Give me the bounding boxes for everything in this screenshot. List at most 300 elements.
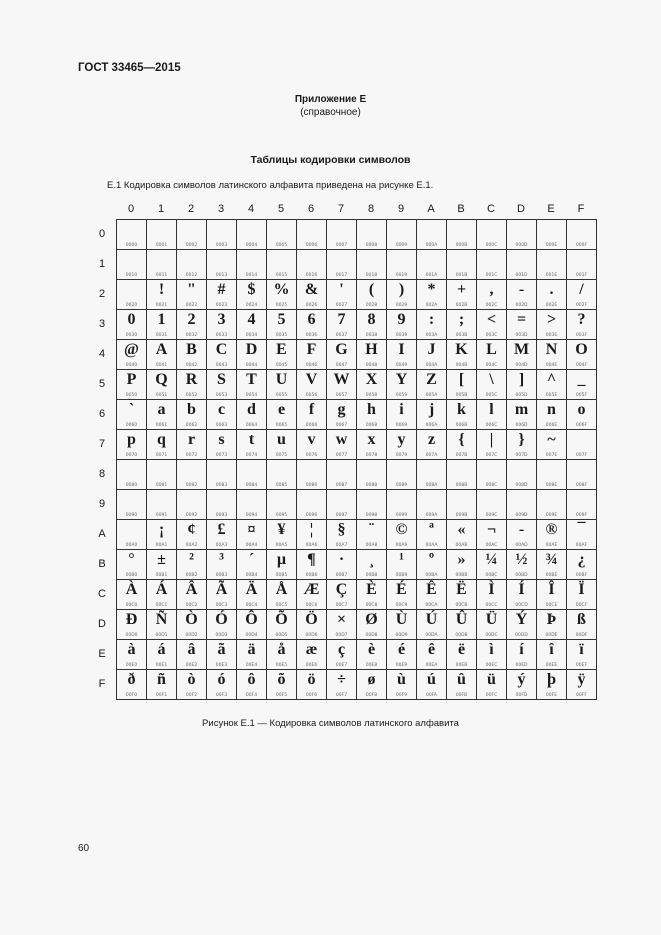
table-cell [267, 430, 297, 460]
table-cell [507, 220, 537, 250]
row-header: E [98, 648, 106, 660]
table-cell [207, 460, 237, 490]
table-cell [207, 610, 237, 640]
table-cell [327, 400, 357, 430]
table-cell [357, 220, 387, 250]
column-header: 5 [277, 203, 285, 215]
glyph: Î [548, 581, 555, 598]
glyph: ? [577, 311, 586, 328]
column-header: 8 [367, 203, 375, 215]
table-cell [447, 220, 477, 250]
glyph: s [218, 431, 225, 448]
code-label: 00E6 [305, 663, 318, 668]
table-cell [567, 280, 597, 310]
code-label: 000F [575, 243, 588, 248]
table-cell [117, 670, 147, 700]
code-label: 007C [485, 453, 498, 458]
glyph: U [275, 371, 288, 388]
table-cell [237, 220, 267, 250]
code-label: 002D [515, 303, 528, 308]
row-header: 1 [98, 258, 106, 270]
code-label: 00A5 [275, 543, 288, 548]
column-header: 2 [187, 203, 195, 215]
glyph: 6 [307, 311, 316, 328]
table-cell [207, 580, 237, 610]
glyph: Ù [395, 611, 408, 628]
code-label: 00B4 [245, 573, 258, 578]
table-cell [537, 610, 567, 640]
table-cell [447, 520, 477, 550]
code-label: 00DF [575, 633, 588, 638]
table-cell [147, 610, 177, 640]
table-cell [207, 340, 237, 370]
glyph: " [187, 281, 196, 298]
code-label: 00E5 [275, 663, 288, 668]
glyph: ñ [157, 671, 166, 688]
glyph: u [277, 431, 286, 448]
code-label: 0048 [365, 363, 378, 368]
code-label: 00FB [455, 693, 468, 698]
code-label: 00A4 [245, 543, 258, 548]
glyph: õ [277, 671, 286, 688]
column-header: A [427, 203, 435, 215]
glyph: Q [155, 371, 168, 388]
glyph: ] [518, 371, 525, 388]
glyph: ¨ [368, 521, 375, 538]
code-label: 0040 [125, 363, 138, 368]
code-label: 00BB [455, 573, 468, 578]
page-number: 60 [78, 843, 90, 854]
table-cell [267, 670, 297, 700]
table-cell [297, 370, 327, 400]
code-label: 00A7 [335, 543, 348, 548]
table-cell [447, 400, 477, 430]
code-label: 00AC [485, 543, 498, 548]
code-label: 0094 [245, 513, 258, 518]
glyph: 8 [367, 311, 376, 328]
glyph: & [304, 281, 319, 298]
code-label: 0003 [215, 243, 228, 248]
table-cell [177, 670, 207, 700]
table-row [117, 220, 597, 250]
code-label: 0080 [125, 483, 138, 488]
glyph: F [306, 341, 317, 358]
table-cell [237, 430, 267, 460]
glyph: ^ [546, 371, 557, 388]
code-label: 0018 [365, 273, 378, 278]
table-cell [567, 370, 597, 400]
code-label: 00B9 [395, 573, 408, 578]
table-cell [117, 250, 147, 280]
code-label: 0091 [155, 513, 168, 518]
code-label: 00E8 [365, 663, 378, 668]
table-cell [267, 370, 297, 400]
code-label: 00C5 [275, 603, 288, 608]
code-label: 0008 [365, 243, 378, 248]
code-label: 00E0 [125, 663, 138, 668]
code-label: 0083 [215, 483, 228, 488]
table-cell [177, 340, 207, 370]
code-label: 0081 [155, 483, 168, 488]
glyph: H [365, 341, 378, 358]
code-label: 00D3 [215, 633, 228, 638]
table-cell [507, 250, 537, 280]
code-label: 009F [575, 513, 588, 518]
code-label: 009B [455, 513, 468, 518]
table-cell [147, 310, 177, 340]
glyph: º [428, 551, 435, 568]
code-label: 0042 [185, 363, 198, 368]
code-label: 00B7 [335, 573, 348, 578]
code-label: 0075 [275, 453, 288, 458]
glyph: > [546, 311, 557, 328]
table-cell [417, 550, 447, 580]
glyph: R [185, 371, 198, 388]
table-cell [507, 550, 537, 580]
table-cell [357, 370, 387, 400]
table-cell [237, 550, 267, 580]
row-header: B [98, 558, 106, 570]
code-label: 00D5 [275, 633, 288, 638]
table-cell [477, 550, 507, 580]
code-label: 009E [545, 513, 558, 518]
code-label: 0017 [335, 273, 348, 278]
code-label: 00ED [515, 663, 528, 668]
code-label: 000E [545, 243, 558, 248]
code-label: 00F2 [185, 693, 198, 698]
code-label: 0015 [275, 273, 288, 278]
table-cell [507, 400, 537, 430]
code-label: 005D [515, 393, 528, 398]
code-label: 006E [545, 423, 558, 428]
table-cell [507, 520, 537, 550]
table-cell [327, 520, 357, 550]
glyph: × [336, 611, 347, 628]
code-label: 0052 [185, 393, 198, 398]
table-cell [417, 460, 447, 490]
table-row [117, 400, 597, 430]
code-label: 00FF [576, 693, 587, 698]
code-label: 00FE [545, 693, 558, 698]
column-header: C [487, 203, 495, 215]
glyph: Y [395, 371, 408, 388]
glyph: 1 [157, 311, 166, 328]
glyph: E [276, 341, 287, 358]
table-cell [537, 580, 567, 610]
table-cell [207, 640, 237, 670]
code-label: 00A6 [305, 543, 318, 548]
code-label: 0070 [125, 453, 138, 458]
code-label: 005F [575, 393, 588, 398]
code-label: 00A2 [185, 543, 198, 548]
table-cell [387, 580, 417, 610]
code-label: 00CA [425, 603, 438, 608]
table-cell [537, 430, 567, 460]
table-cell [567, 400, 597, 430]
code-label: 008F [575, 483, 588, 488]
table-cell [327, 640, 357, 670]
code-label: 0005 [275, 243, 288, 248]
code-label: 00AA [425, 543, 438, 548]
glyph: _ [577, 371, 586, 388]
code-label: 00E2 [185, 663, 198, 668]
code-label: 00C2 [185, 603, 198, 608]
table-cell [177, 400, 207, 430]
glyph: ê [427, 641, 436, 658]
glyph: ï [579, 641, 584, 658]
table-cell [267, 400, 297, 430]
glyph: @ [124, 341, 139, 358]
code-label: 00D2 [185, 633, 198, 638]
glyph: Æ [303, 581, 320, 598]
code-label: 0079 [395, 453, 408, 458]
glyph: ³ [219, 551, 224, 568]
code-label: 002A [425, 303, 438, 308]
code-label: 001D [515, 273, 528, 278]
glyph: å [277, 641, 286, 658]
code-label: 008C [485, 483, 498, 488]
table-cell [177, 280, 207, 310]
glyph: T [246, 371, 257, 388]
glyph: S [217, 371, 226, 388]
glyph: Ê [426, 581, 437, 598]
code-label: 0064 [245, 423, 258, 428]
code-label: 00EE [545, 663, 558, 668]
table-cell [267, 310, 297, 340]
table-cell [387, 460, 417, 490]
code-label: 0095 [275, 513, 288, 518]
code-label: 0051 [155, 393, 168, 398]
table-cell [237, 250, 267, 280]
glyph: L [486, 341, 497, 358]
column-header: 4 [247, 203, 255, 215]
table-cell [117, 220, 147, 250]
code-label: 00CE [545, 603, 558, 608]
code-label: 00D7 [335, 633, 348, 638]
table-cell [357, 340, 387, 370]
code-label: 00CD [515, 603, 528, 608]
glyph: Ä [245, 581, 258, 598]
code-label: 009A [425, 513, 438, 518]
table-cell [477, 280, 507, 310]
glyph: ½ [515, 551, 528, 568]
code-label: 0067 [335, 423, 348, 428]
glyph: » [457, 551, 466, 568]
code-label: 00AB [455, 543, 468, 548]
code-label: 0082 [185, 483, 198, 488]
table-cell [207, 310, 237, 340]
row-header: C [98, 588, 106, 600]
table-cell [147, 640, 177, 670]
code-label: 0084 [245, 483, 258, 488]
glyph: Ô [245, 611, 258, 628]
table-cell [207, 280, 237, 310]
code-label: 003F [575, 333, 588, 338]
code-label: 0086 [305, 483, 318, 488]
glyph: ' [339, 281, 344, 298]
table-cell [117, 460, 147, 490]
table-cell [357, 520, 387, 550]
table-cell [477, 610, 507, 640]
code-label: 00DB [455, 633, 468, 638]
glyph: ì [489, 641, 494, 658]
column-header: D [517, 203, 525, 215]
table-cell [567, 520, 597, 550]
table-cell [327, 430, 357, 460]
table-cell [387, 370, 417, 400]
table-cell [417, 370, 447, 400]
glyph: W [333, 371, 350, 388]
table-cell [567, 430, 597, 460]
row-header: F [98, 678, 106, 690]
table-cell [417, 490, 447, 520]
table-cell [207, 400, 237, 430]
code-label: 00C7 [335, 603, 348, 608]
table-cell [177, 520, 207, 550]
code-label: 00C4 [245, 603, 258, 608]
row-header: 6 [98, 408, 106, 420]
table-cell [237, 340, 267, 370]
table-cell [537, 280, 567, 310]
glyph: 7 [337, 311, 346, 328]
table-cell [507, 370, 537, 400]
code-label: 003D [515, 333, 528, 338]
appendix-subtitle: (справочное) [300, 107, 361, 118]
table-cell [387, 670, 417, 700]
code-label: 007A [425, 453, 438, 458]
table-cell [297, 400, 327, 430]
glyph: J [427, 341, 436, 358]
table-cell [477, 490, 507, 520]
code-label: 008B [455, 483, 468, 488]
table-cell [417, 310, 447, 340]
glyph: N [545, 341, 558, 358]
table-row [117, 310, 597, 340]
table-cell [207, 550, 237, 580]
table-row [117, 370, 597, 400]
code-label: 00F9 [395, 693, 408, 698]
glyph: ² [189, 551, 194, 568]
table-cell [537, 550, 567, 580]
code-label: 006D [515, 423, 528, 428]
table-row [117, 520, 597, 550]
code-label: 00F8 [365, 693, 378, 698]
row-header: 5 [98, 378, 106, 390]
table-cell [297, 310, 327, 340]
glyph: < [486, 311, 497, 328]
code-label: 00B6 [305, 573, 318, 578]
section-title: Таблицы кодировки символов [250, 154, 411, 166]
table-cell [297, 490, 327, 520]
code-label: 007B [455, 453, 468, 458]
code-label: 00B8 [365, 573, 378, 578]
glyph: ò [187, 671, 196, 688]
code-label: 0020 [125, 303, 138, 308]
table-cell [477, 520, 507, 550]
table-cell [327, 670, 357, 700]
table-cell [117, 430, 147, 460]
code-label: 0050 [125, 393, 138, 398]
table-row [117, 340, 597, 370]
glyph: ÷ [337, 671, 346, 688]
table-cell [567, 250, 597, 280]
glyph: ¶ [307, 551, 316, 568]
appendix-title: Приложение Е [294, 94, 367, 105]
glyph: k [457, 401, 466, 418]
code-label: 0019 [395, 273, 408, 278]
table-cell [267, 220, 297, 250]
code-label: 001A [425, 273, 438, 278]
glyph: § [337, 521, 346, 538]
column-header: 6 [307, 203, 315, 215]
glyph: = [516, 311, 527, 328]
code-label: 0033 [215, 333, 228, 338]
table-cell [417, 670, 447, 700]
code-label: 00D6 [305, 633, 318, 638]
table-cell [387, 430, 417, 460]
table-cell [357, 430, 387, 460]
table-cell [387, 520, 417, 550]
glyph: Ó [215, 611, 228, 628]
glyph: Ð [125, 611, 138, 628]
glyph: æ [305, 641, 318, 658]
table-cell [267, 580, 297, 610]
table-cell [387, 640, 417, 670]
glyph: 4 [247, 311, 256, 328]
table-cell [507, 340, 537, 370]
glyph: \ [489, 371, 494, 388]
table-cell [567, 550, 597, 580]
code-label: 003C [485, 333, 498, 338]
table-cell [417, 400, 447, 430]
code-label: 0063 [215, 423, 228, 428]
row-header: 7 [98, 438, 106, 450]
code-label: 00C8 [365, 603, 378, 608]
table-cell [207, 370, 237, 400]
glyph: Ã [215, 581, 228, 598]
table-cell [327, 370, 357, 400]
glyph: O [575, 341, 588, 358]
code-label: 0016 [305, 273, 318, 278]
table-cell [177, 610, 207, 640]
glyph: ¼ [485, 551, 498, 568]
glyph: Â [185, 581, 198, 598]
glyph: Á [155, 581, 168, 598]
code-label: 0045 [275, 363, 288, 368]
table-row [117, 640, 597, 670]
code-label: 0024 [245, 303, 258, 308]
glyph: j [428, 401, 435, 418]
table-cell [297, 430, 327, 460]
code-label: 00F1 [155, 693, 168, 698]
glyph: Ç [335, 581, 348, 598]
code-label: 00A8 [365, 543, 378, 548]
table-cell [387, 220, 417, 250]
table-cell [387, 250, 417, 280]
table-cell [357, 610, 387, 640]
table-cell [447, 490, 477, 520]
glyph: Ú [425, 611, 438, 628]
table-cell [207, 220, 237, 250]
glyph: « [457, 521, 466, 538]
table-cell [297, 280, 327, 310]
code-label: 00B1 [155, 573, 168, 578]
code-label: 0059 [395, 393, 408, 398]
table-cell [327, 250, 357, 280]
code-label: 0060 [125, 423, 138, 428]
table-cell [117, 280, 147, 310]
glyph: 5 [277, 311, 286, 328]
